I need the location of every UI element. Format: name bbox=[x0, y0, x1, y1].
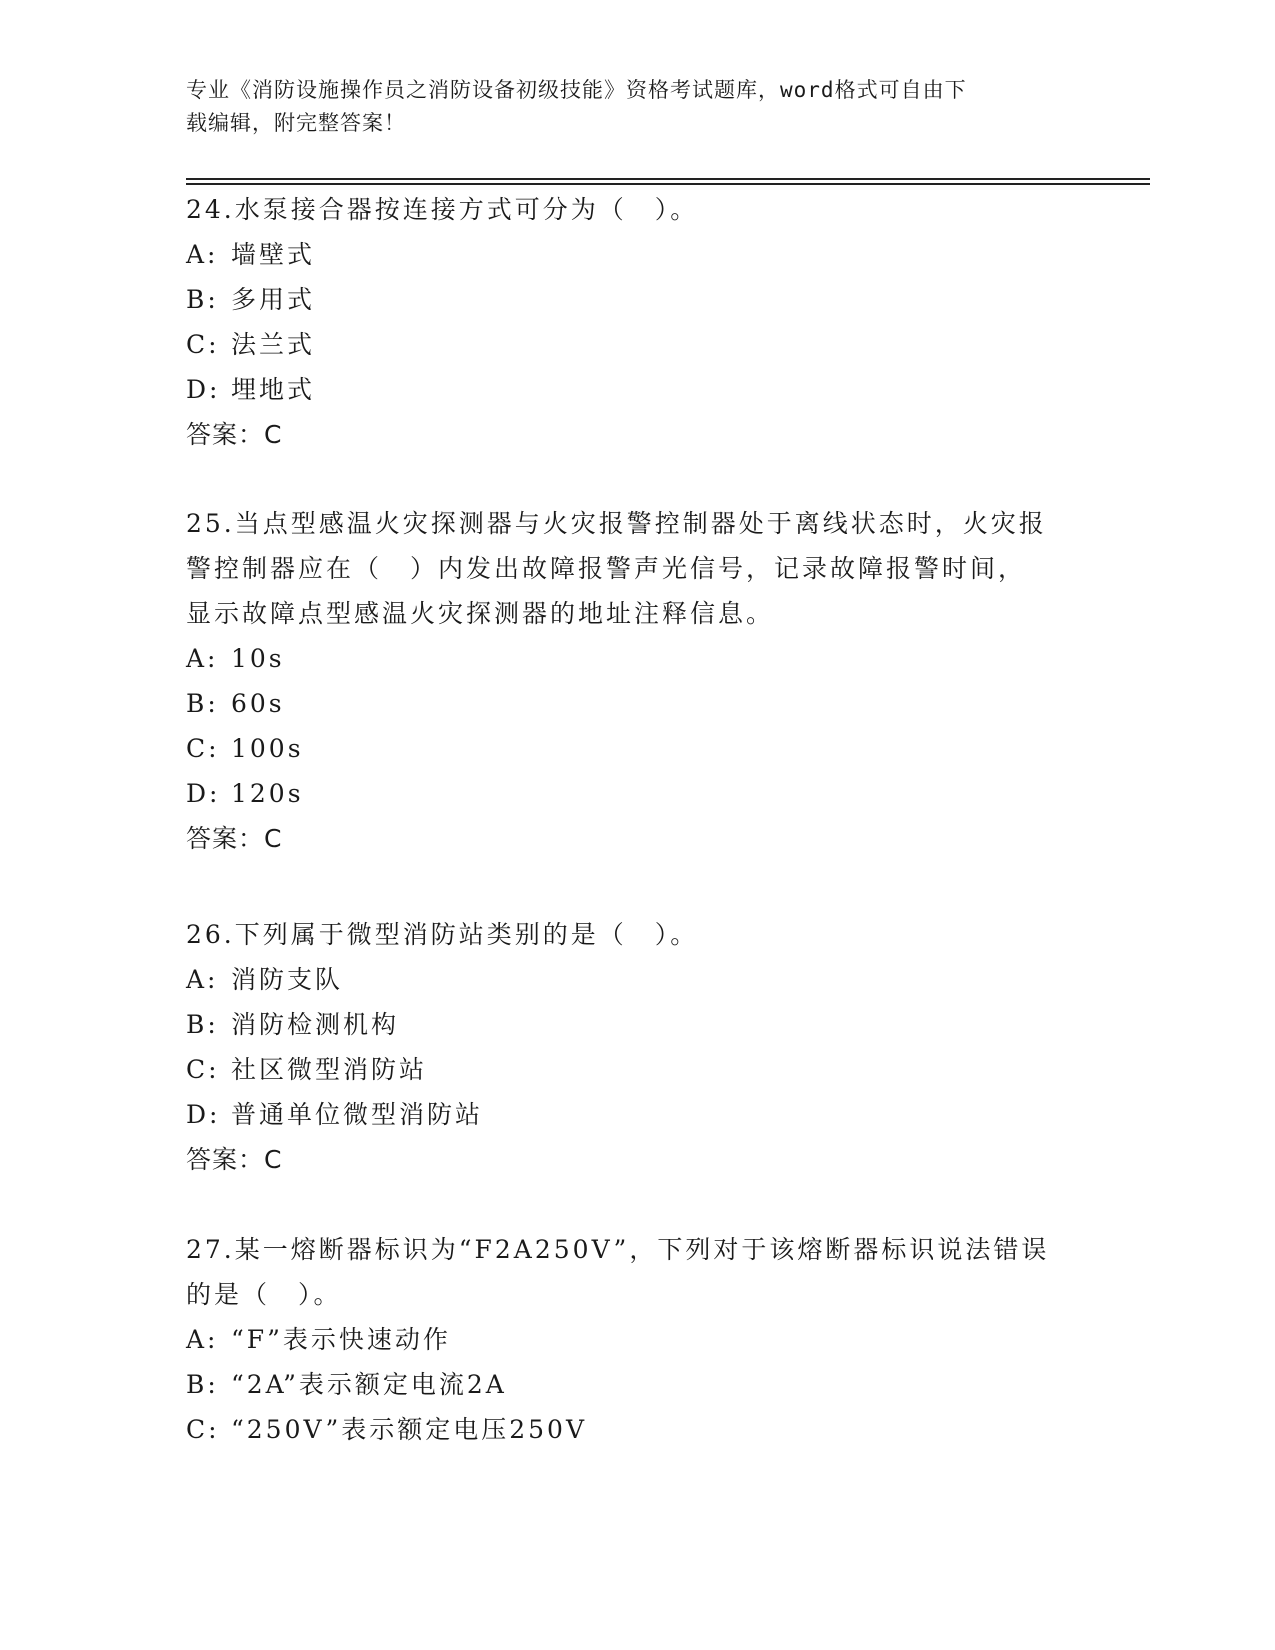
option-letter: C: bbox=[186, 734, 220, 763]
option-text: 消防检测机构 bbox=[231, 1010, 400, 1039]
header-line-1: 专业《消防设施操作员之消防设备初级技能》资格考试题库，word格式可自由下 bbox=[186, 78, 967, 102]
option-c bbox=[186, 322, 1076, 367]
option-text: 120s bbox=[231, 779, 304, 808]
option-text: 普通单位微型消防站 bbox=[231, 1100, 484, 1129]
question-stem-line-3: 显示故障点型感温火灾探测器的地址注释信息。 bbox=[186, 599, 775, 628]
option-text: “250V”表示额定电压250V bbox=[231, 1415, 588, 1444]
option-b bbox=[186, 277, 1076, 322]
option-d bbox=[186, 771, 1076, 816]
question-stem: 24.水泵接合器按连接方式可分为（ ）。 bbox=[186, 195, 699, 224]
option-a bbox=[186, 957, 1076, 1002]
option-text: 法兰式 bbox=[231, 330, 316, 359]
question-stem-line-2: 的是（ ）。 bbox=[186, 1280, 342, 1309]
option-d bbox=[186, 367, 1076, 412]
option-letter: C: bbox=[186, 1415, 220, 1444]
question-stem-line-2: 警控制器应在（ ）内发出故障报警声光信号，记录故障报警时间， bbox=[186, 554, 1027, 583]
option-text: “2A”表示额定电流2A bbox=[231, 1370, 507, 1399]
option-letter: C: bbox=[186, 330, 220, 359]
question-stem-line-1: 25.当点型感温火灾探测器与火灾报警控制器处于离线状态时，火灾报 bbox=[186, 509, 1047, 538]
option-letter: B: bbox=[186, 689, 219, 718]
header-divider-top bbox=[186, 178, 1150, 180]
option-text: 墙壁式 bbox=[231, 240, 316, 269]
option-letter: B: bbox=[186, 1370, 219, 1399]
option-text: 60s bbox=[231, 689, 285, 718]
option-letter: A: bbox=[186, 240, 219, 269]
option-b bbox=[186, 681, 1076, 726]
document-header bbox=[186, 74, 1066, 140]
option-b bbox=[186, 1362, 1076, 1407]
option-letter: A: bbox=[186, 965, 219, 994]
option-letter: D: bbox=[186, 1100, 221, 1129]
header-line-2: 载编辑，附完整答案！ bbox=[186, 111, 406, 135]
option-letter: A: bbox=[186, 1325, 219, 1354]
option-text: 消防支队 bbox=[231, 965, 344, 994]
option-letter: B: bbox=[186, 1010, 219, 1039]
option-a bbox=[186, 232, 1076, 277]
question-26 bbox=[186, 912, 1076, 1182]
option-text: 10s bbox=[231, 644, 285, 673]
answer: 答案：C bbox=[186, 1145, 283, 1174]
option-text: 社区微型消防站 bbox=[231, 1055, 428, 1084]
option-a bbox=[186, 636, 1076, 681]
question-stem: 26.下列属于微型消防站类别的是（ ）。 bbox=[186, 920, 699, 949]
option-letter: C: bbox=[186, 1055, 220, 1084]
question-27 bbox=[186, 1227, 1076, 1452]
option-letter: D: bbox=[186, 779, 221, 808]
option-letter: A: bbox=[186, 644, 219, 673]
header-divider-bottom bbox=[186, 183, 1150, 185]
option-letter: B: bbox=[186, 285, 219, 314]
option-text: 埋地式 bbox=[231, 375, 316, 404]
answer: 答案：C bbox=[186, 420, 283, 449]
option-text: 100s bbox=[231, 734, 304, 763]
option-text: 多用式 bbox=[231, 285, 316, 314]
question-24 bbox=[186, 187, 1076, 457]
option-text: “F”表示快速动作 bbox=[231, 1325, 451, 1354]
option-b bbox=[186, 1002, 1076, 1047]
question-25 bbox=[186, 501, 1076, 861]
option-c bbox=[186, 726, 1076, 771]
answer: 答案：C bbox=[186, 824, 283, 853]
option-c bbox=[186, 1047, 1076, 1092]
question-stem-line-1: 27.某一熔断器标识为“F2A250V”，下列对于该熔断器标识说法错误 bbox=[186, 1235, 1050, 1264]
option-d bbox=[186, 1092, 1076, 1137]
option-a bbox=[186, 1317, 1076, 1362]
option-letter: D: bbox=[186, 375, 221, 404]
option-c bbox=[186, 1407, 1076, 1452]
